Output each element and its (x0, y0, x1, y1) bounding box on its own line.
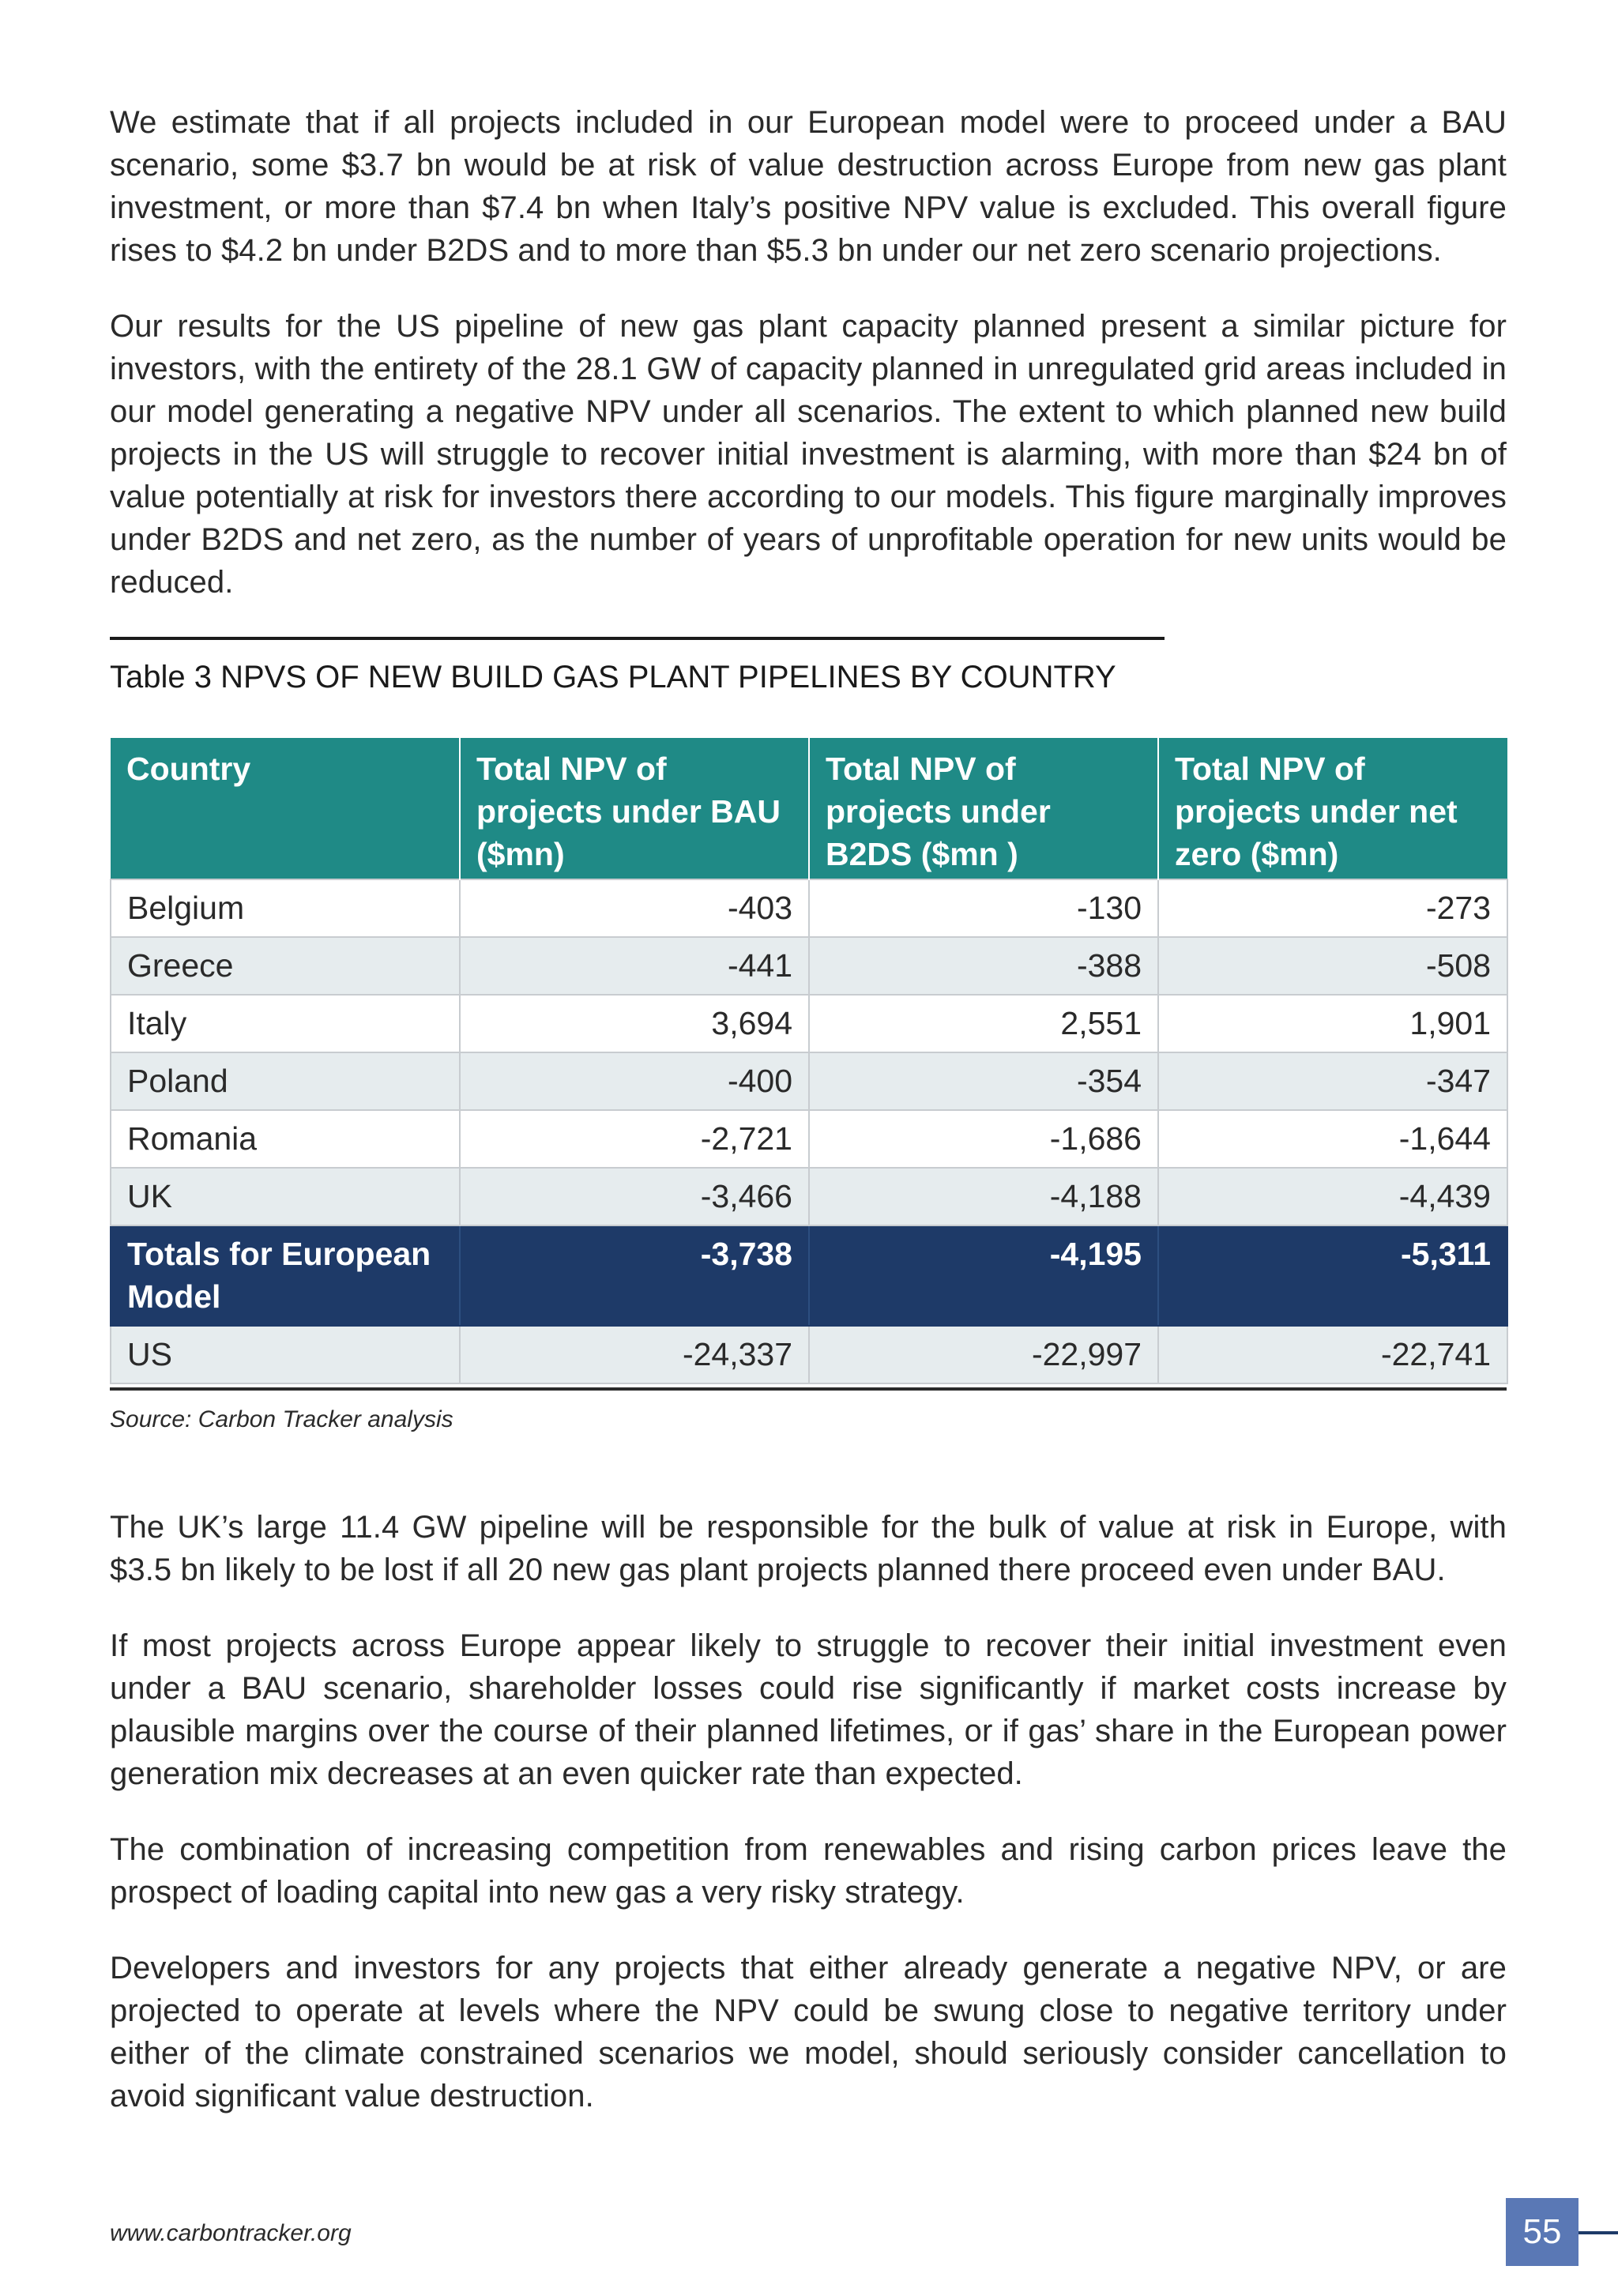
cell-country: Italy (111, 995, 460, 1052)
cell-net-zero: -1,644 (1158, 1110, 1507, 1168)
table-row (111, 1052, 1507, 1110)
cell-country: US (111, 1326, 460, 1383)
table-bottom-rule (110, 1387, 1507, 1391)
paragraph-us-pipeline: Our results for the US pipeline of new gas plant capacity planned present a similar picture for investors, with the entirety of the 28.1 GW of capacity planned in unregulated grid areas included in our model generating a negative NPV under all scenarios. The extent to which planned new build projects in the US will struggle to recover initial investment is alarming, with more than $24 bn of value potentially at risk for investors there according to our models. This figure marginally improves under B2DS and net zero, as the number of years of unprofitable operation for new units would be reduced. (110, 309, 1507, 600)
cell-b2ds: -1,686 (809, 1110, 1158, 1168)
cell-country: Romania (111, 1110, 460, 1168)
cell-total-net-zero: -5,311 (1158, 1225, 1507, 1326)
table-row (111, 995, 1507, 1052)
cell-country: Poland (111, 1052, 460, 1110)
table-source: Source: Carbon Tracker analysis (110, 1406, 453, 1432)
paragraph-competition: The combination of increasing competition from renewables and rising carbon prices leave the prospect of loading capital into new gas a very risky strategy. (110, 1832, 1507, 1910)
cell-bau: 3,694 (460, 995, 809, 1052)
cell-net-zero: -22,741 (1158, 1326, 1507, 1383)
cell-b2ds: 2,551 (809, 995, 1158, 1052)
cell-country: UK (111, 1168, 460, 1225)
table-title: Table 3 NPVS OF NEW BUILD GAS PLANT PIPELINES BY COUNTRY (110, 660, 1116, 694)
paragraph-europe-value-risk: We estimate that if all projects included in our European model were to proceed under a BAU scenario, some $3.7 bn would be at risk of value destruction across Europe from new gas plant investment, or more than $7.4 bn when Italy’s positive NPV value is excluded. This overall figure rises to $4.2 bn under B2DS and to more than $5.3 bn under our net zero scenario projections. (110, 105, 1507, 268)
cell-bau: -400 (460, 1052, 809, 1110)
table-row (111, 879, 1507, 937)
header-npv-net-zero: Total NPV of projects under net zero ($mn) (1158, 738, 1507, 879)
cell-bau: -441 (460, 937, 809, 995)
cell-b2ds: -130 (809, 879, 1158, 937)
cell-b2ds: -22,997 (809, 1326, 1158, 1383)
paragraph-cancellation: Developers and investors for any projects that either already generate a negative NPV, or are projected to operate at levels where the NPV could be swung close to negative territory under either of the climate constrained scenarios we model, should seriously consider cancellation to avoid significant value destruction. (110, 1951, 1507, 2113)
after-table-section (110, 1506, 1507, 2117)
cell-total-bau: -3,738 (460, 1225, 809, 1326)
cell-bau: -3,466 (460, 1168, 809, 1225)
table-row (111, 1110, 1507, 1168)
table-header-row (111, 738, 1507, 879)
cell-bau: -24,337 (460, 1326, 809, 1383)
table-total-row (111, 1225, 1507, 1326)
cell-b2ds: -354 (809, 1052, 1158, 1110)
cell-bau: -403 (460, 879, 809, 937)
npv-table (110, 738, 1508, 1384)
cell-total-label: Totals for European Model (111, 1225, 460, 1326)
cell-net-zero: -273 (1158, 879, 1507, 937)
cell-bau: -2,721 (460, 1110, 809, 1168)
table-row-us (111, 1326, 1507, 1383)
cell-net-zero: -508 (1158, 937, 1507, 995)
cell-country: Belgium (111, 879, 460, 937)
table-title-rule (110, 637, 1165, 640)
paragraph-shareholder-losses: If most projects across Europe appear likely to struggle to recover their initial investment even under a BAU scenario, shareholder losses could rise significantly if market costs increase by plausible margins over the course of their planned lifetimes, or if gas’ share in the European power generation mix decreases at an even quicker rate than expected. (110, 1628, 1507, 1791)
page-content (110, 101, 1507, 2151)
cell-net-zero: -4,439 (1158, 1168, 1507, 1225)
table-row (111, 937, 1507, 995)
page-number: 55 (1506, 2198, 1578, 2266)
paragraph-uk-pipeline: The UK’s large 11.4 GW pipeline will be responsible for the bulk of value at risk in Europe, with $3.5 bn likely to be lost if all 20 new gas plant projects planned there proceed even under BAU. (110, 1510, 1507, 1587)
cell-b2ds: -4,188 (809, 1168, 1158, 1225)
cell-country: Greece (111, 937, 460, 995)
cell-net-zero: 1,901 (1158, 995, 1507, 1052)
cell-net-zero: -347 (1158, 1052, 1507, 1110)
header-npv-b2ds: Total NPV of projects under B2DS ($mn ) (809, 738, 1158, 879)
footer-url: www.carbontracker.org (110, 2220, 352, 2246)
page-number-rule (1578, 2231, 1618, 2234)
header-country: Country (111, 738, 460, 879)
header-npv-bau: Total NPV of projects under BAU ($mn) (460, 738, 809, 879)
cell-total-b2ds: -4,195 (809, 1225, 1158, 1326)
cell-b2ds: -388 (809, 937, 1158, 995)
table-row (111, 1168, 1507, 1225)
